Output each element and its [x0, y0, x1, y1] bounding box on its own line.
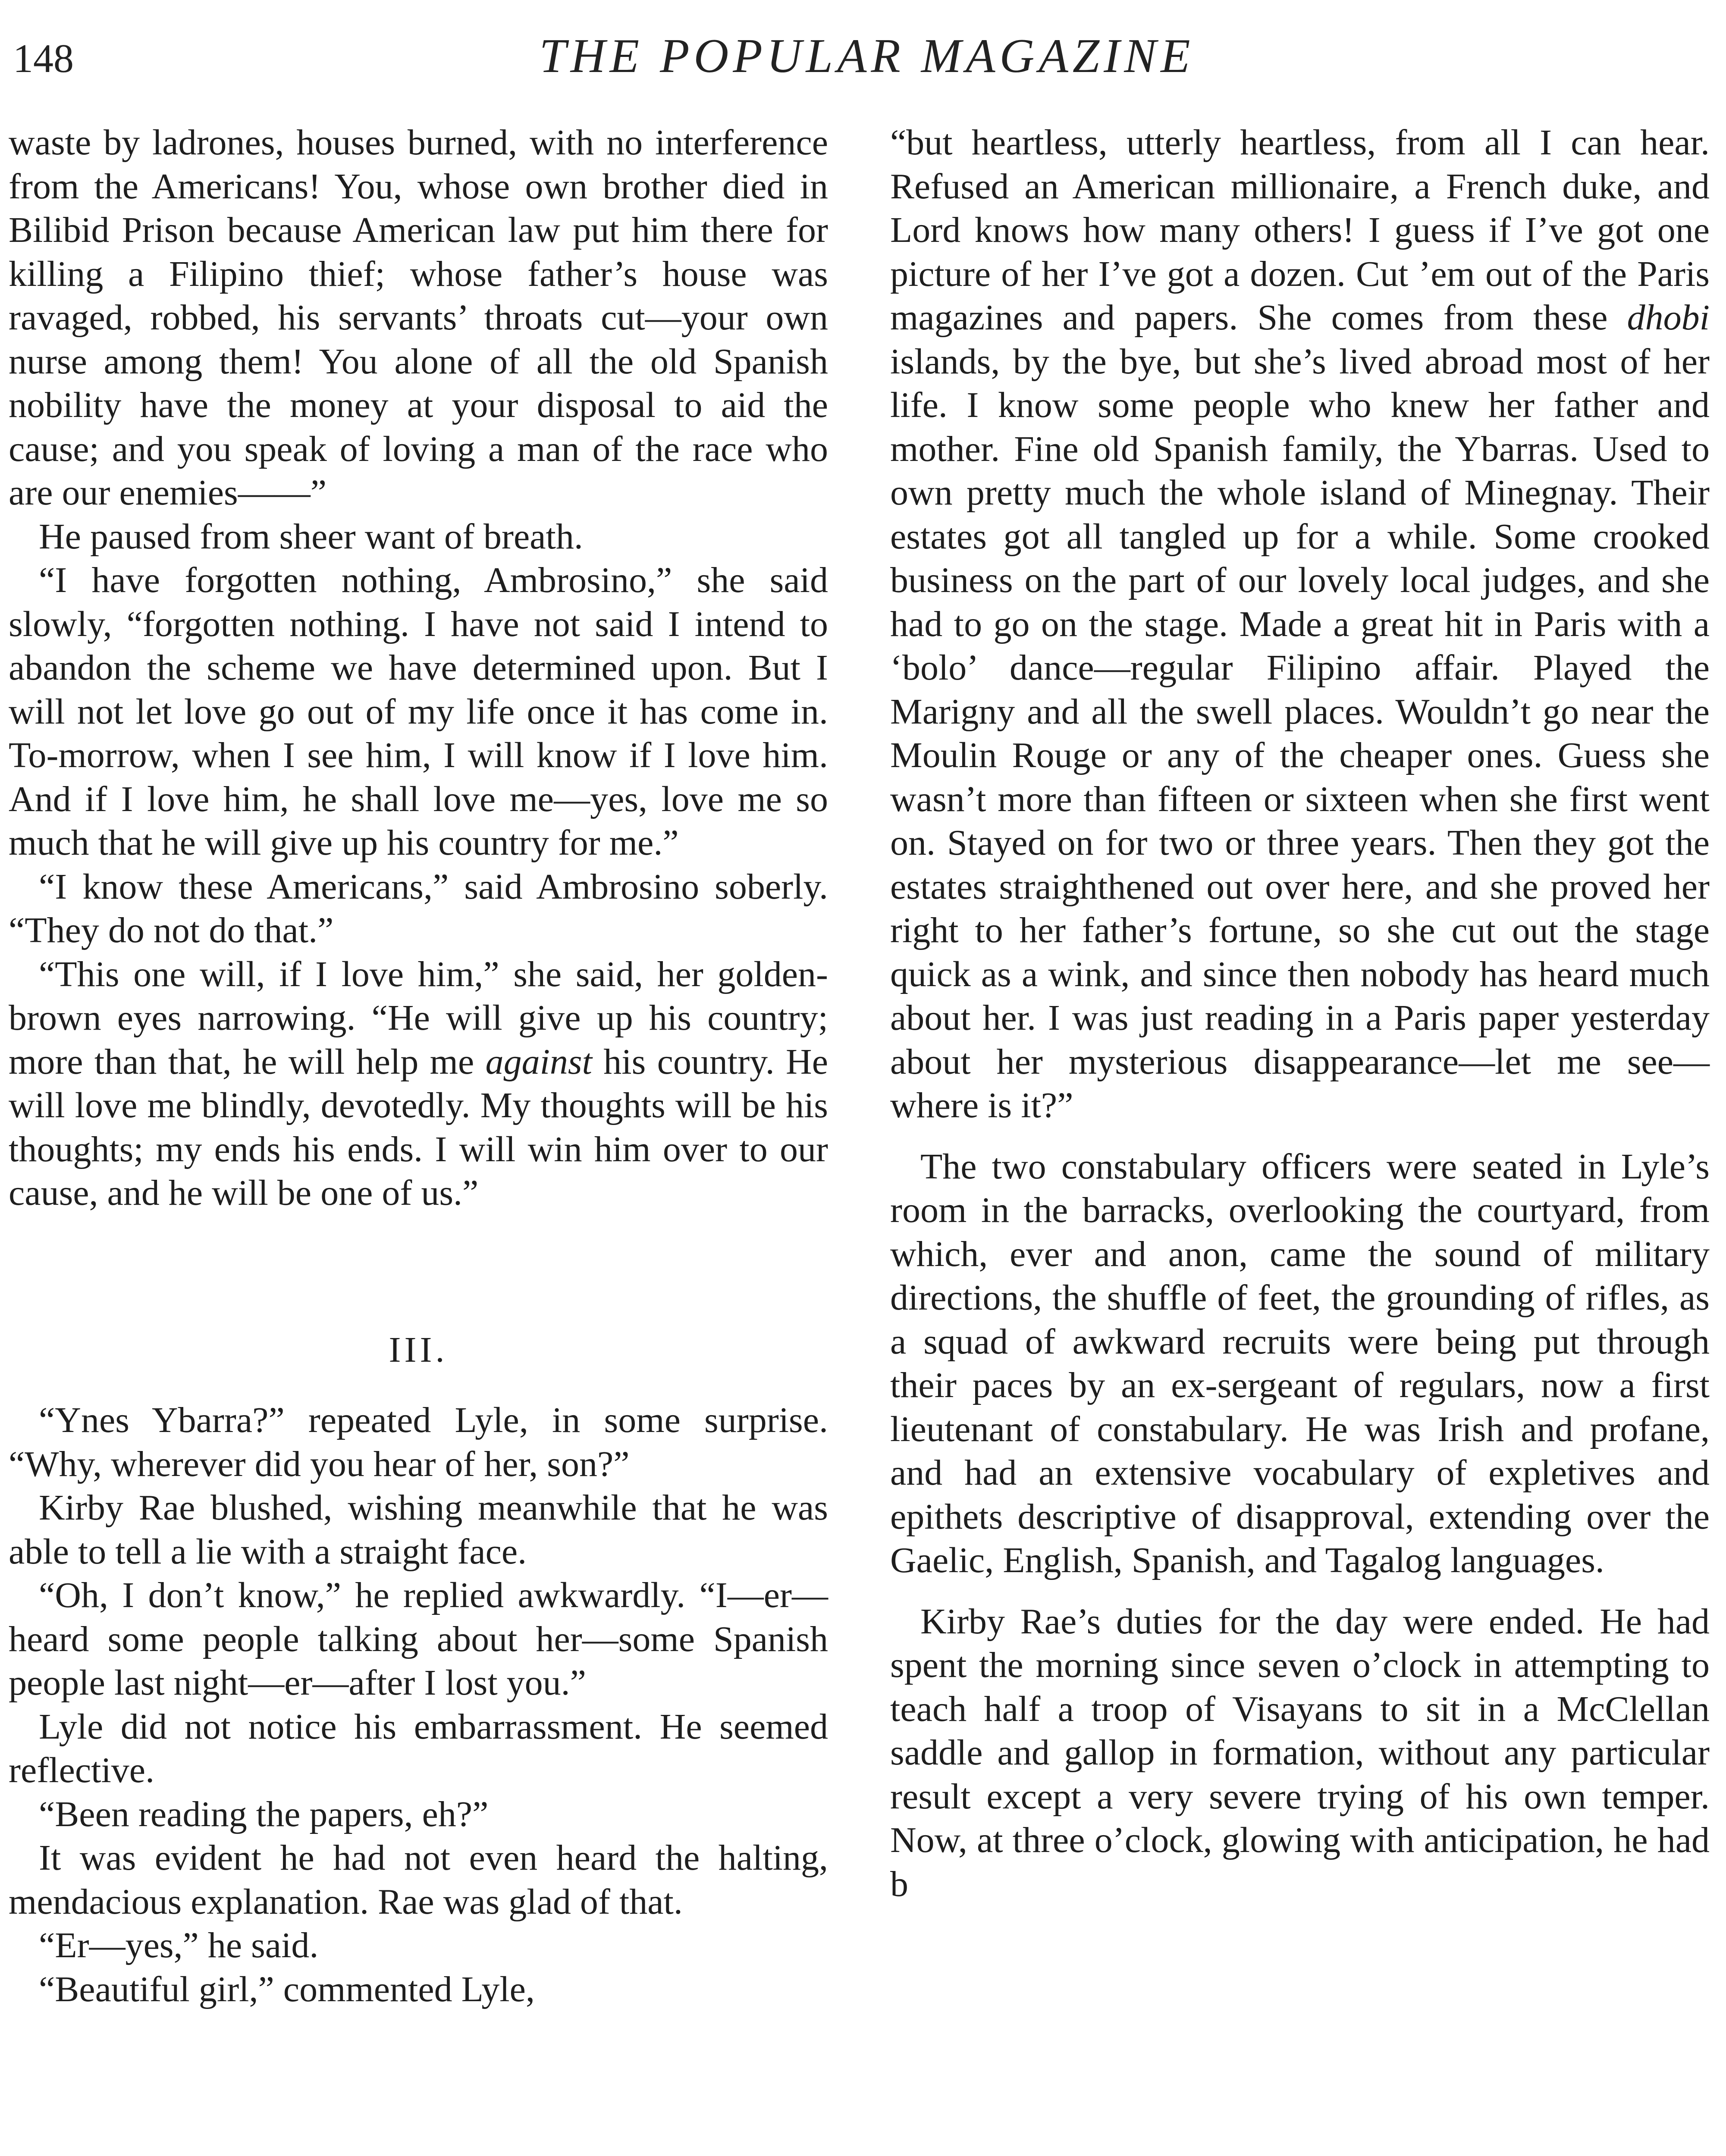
paragraph: “Beautiful girl,” commented Lyle,: [39, 1969, 535, 2009]
paragraph: “I have forgotten nothing, Ambrosino,” she said slowly, “forgotten nothing. I have not said I intend to abandon the scheme we have determined upon. But I will not let love go out of my life once it has come in. To-morrow, when I see him, I will know if I love him. And if I love him, he shall love me—yes, love me so much that he will give up his country for me.”: [9, 560, 828, 863]
text-run: “This one will, if I love him,” she said, her golden-brown eyes narrowing. “He will give up his country; more than that, he will help me: [9, 954, 828, 1082]
paragraph: waste by ladrones, houses burned, with no interference from the Americans! You, whose own brother died in Bilibid Prison because American law put him there for killing a Filipino thief; whose father’s house was ravaged, robbed, his servants’ throats cut—your own nurse among them! You alone of all the old Spanish nobility have the money at your disposal to aid the cause; and you speak of loving a man of the race who are our enemies——”: [9, 122, 828, 513]
page-number: 148: [13, 36, 74, 81]
page-header: [0, 26, 1726, 95]
paragraph: “Oh, I don’t know,” he replied awkwardly. “I—er—heard some people talking about her—some Spanish people last night—er—after I lost you.”: [9, 1575, 828, 1703]
paragraph: “I know these Americans,” said Ambrosino soberly. “They do not do that.”: [9, 866, 828, 950]
italic-run: against: [485, 1041, 592, 1082]
left-column: [9, 121, 828, 2011]
paragraph: It was evident he had not even heard the halting, mendacious explanation. Rae was glad of that.: [9, 1838, 828, 1922]
section-heading: III.: [389, 1329, 448, 1370]
right-column: [890, 121, 1710, 1906]
running-title: THE POPULAR MAGAZINE: [539, 29, 1195, 83]
paragraph: “Been reading the papers, eh?”: [39, 1794, 489, 1834]
paragraph: “Ynes Ybarra?” repeated Lyle, in some surprise. “Why, wherever did you hear of her, son?”: [9, 1400, 828, 1484]
paragraph: The two constabulary officers were seated in Lyle’s room in the barracks, overlooking the courtyard, from which, ever and anon, came the sound of military directions, the shuffle of feet, the grounding of rifles, as a squad of awkward recruits were being put through their paces by an ex-sergeant of regulars, now a first lieutenant of constabulary. He was Irish and profane, and had an extensive vocabulary of expletives and epithets descriptive of disapproval, extending over the Gaelic, English, Spanish, and Tagalog languages.: [890, 1146, 1710, 1580]
paragraph: Kirby Rae blushed, wishing meanwhile that he was able to tell a lie with a straight face.: [9, 1488, 828, 1572]
paragraph: Kirby Rae’s duties for the day were ended. He had spent the morning since seven o’clock in attempting to teach half a troop of Visayans to sit in a McClellan saddle and gallop in formation, without any particular result except a very severe trying of his own temper. Now, at three o’clock, glowing with anticipation, he had b: [890, 1601, 1710, 1904]
text-run: his country. He will love me blindly, devotedly. My thoughts will be his thoughts; my ends his ends. I will win him over to our cause, and he will be one of us.”: [9, 1041, 828, 1213]
paragraph: [890, 121, 1710, 1128]
text-run: islands, by the bye, but she’s lived abroad most of her life. I know some people who knew her father and mother. Fine old Spanish family, the Ybarras. Used to own pretty much the whole island of Minegnay. Their estates got all tangled up for a while. Some crooked business on the part of our lovely local judges, and she had to go on the stage. Made a great hit in Paris with a ‘bolo’ dance—regular Filipino affair. Played the Marigny and all the swell places. Wouldn’t go near the Moulin Rouge or any of the cheaper ones. Guess she wasn’t more than fifteen or sixteen when she first went on. Stayed on for two or three years. Then they got the estates straighthened out over here, and she proved her right to her father’s fortune, so she cut out the stage quick as a wink, and since then nobody has heard much about her. I was just reading in a Paris paper yesterday about her mysterious disappearance—let me see—where is it?”: [890, 341, 1710, 1125]
paragraph: He paused from sheer want of breath.: [39, 516, 583, 557]
paragraph: Lyle did not notice his embarrassment. He seemed reflective.: [9, 1706, 828, 1790]
text-run: “but heartless, utterly heartless, from all I can hear. Refused an American millionaire, a French duke, and Lord knows how many others! I guess if I’ve got one picture of her I’ve got a dozen. Cut ’em out of the Paris magazines and papers. She comes from these: [890, 122, 1710, 338]
paragraph: [9, 953, 828, 1215]
paragraph: “Er—yes,” he said.: [39, 1925, 319, 1965]
italic-run: dhobi: [1627, 298, 1710, 338]
